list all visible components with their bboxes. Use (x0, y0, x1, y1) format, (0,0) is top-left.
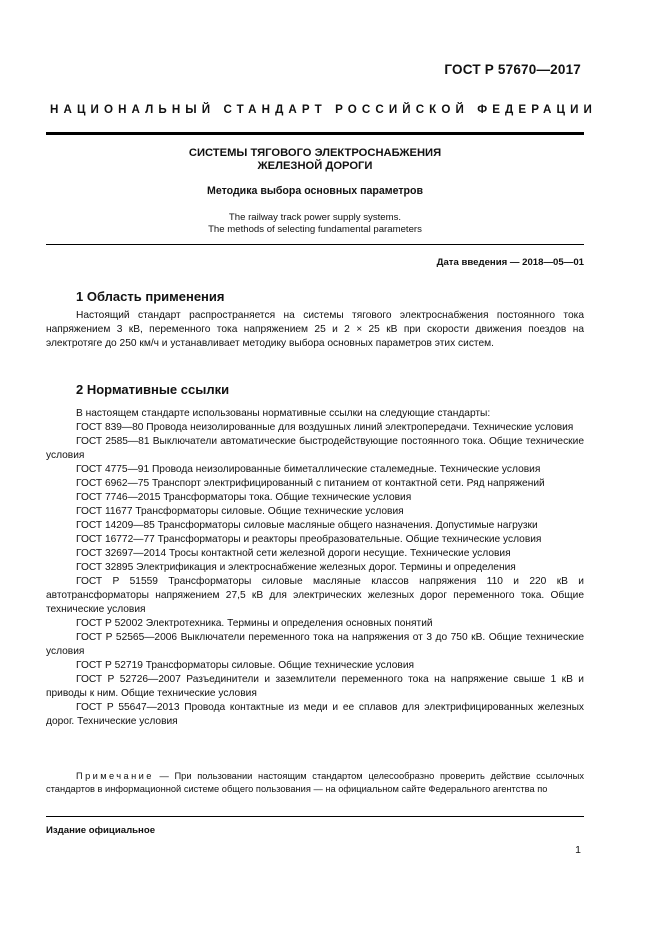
page-number: 1 (575, 844, 581, 856)
list-item: ГОСТ Р 52726—2007 Разъединители и заземлители переменного тока на напряжение свыше 1 кВ и приводы к ним. Общие технические условия (46, 674, 584, 699)
list-item: ГОСТ 4775—91 Провода неизолированные биметаллические сталемедные. Технические условия (76, 464, 541, 475)
references-intro-text: В настоящем стандарте использованы нормативные ссылки на следующие стандарты: (76, 408, 491, 419)
title-divider (46, 244, 584, 245)
section-heading-scope: 1 Область применения (76, 289, 225, 304)
note-text: — При пользовании настоящим стандартом целесообразно проверить действие ссылочных стандартов в информационной системе общего пользования — на официальном сайте Федерального агентства по (46, 771, 584, 794)
document-subtitle: Методика выбора основных параметров (207, 185, 423, 197)
official-edition-label: Издание официальное (46, 825, 156, 836)
list-item: ГОСТ 32697—2014 Тросы контактной сети железной дороги несущие. Технические условия (76, 548, 511, 559)
list-item: ГОСТ Р 52565—2006 Выключатели переменного тока на напряжения от 3 до 750 кВ. Общие технические условия (46, 632, 584, 657)
references-intro (46, 407, 584, 421)
note-paragraph (46, 770, 584, 796)
document-title (46, 147, 584, 173)
title-line-1: СИСТЕМЫ ТЯГОВОГО ЭЛЕКТРОСНАБЖЕНИЯ (188, 147, 442, 159)
header-divider (46, 132, 584, 135)
title-line-2: ЖЕЛЕЗНОЙ ДОРОГИ (257, 160, 373, 172)
list-item: ГОСТ Р 51559 Трансформаторы силовые масляные классов напряжения 110 и 220 кВ и автотрансформаторы напряжением 27,5 кВ для электрических железных дорог переменного тока. Общие технические условия (46, 576, 584, 615)
national-standard-banner: НАЦИОНАЛЬНЫЙ СТАНДАРТ РОССИЙСКОЙ ФЕДЕРАЦИИ (50, 103, 597, 116)
list-item: ГОСТ Р 55647—2013 Провода контактные из меди и ее сплавов для электрифицированных железных дорог. Технические условия (46, 702, 584, 727)
list-item: ГОСТ Р 52002 Электротехника. Термины и определения основных понятий (76, 618, 433, 629)
document-id: ГОСТ Р 57670—2017 (444, 62, 581, 77)
english-title-line-1: The railway track power supply systems. (228, 212, 402, 223)
english-title (46, 212, 584, 236)
english-title-line-2: The methods of selecting fundamental parameters (208, 224, 422, 235)
effective-date: Дата введения — 2018—05—01 (436, 257, 584, 268)
list-item: ГОСТ 2585—81 Выключатели автоматические быстродействующие постоянного тока. Общие технические условия (46, 436, 584, 461)
references-list (46, 421, 584, 729)
list-item: ГОСТ 6962—75 Транспорт электрифицированный с питанием от контактной сети. Ряд напряжений (76, 478, 545, 489)
note-label: Примечание (76, 771, 154, 781)
footer-divider (46, 816, 584, 817)
scope-text: Настоящий стандарт распространяется на системы тягового электроснабжения постоянного тока напряжением 3 кВ, переменного тока напряжением 25 и 2 × 25 кВ при скорости движения поездов на электротяге до 250 км/ч и устанавливает методику выбора основных параметров этих систем. (46, 310, 584, 349)
list-item: ГОСТ 14209—85 Трансформаторы силовые масляные общего назначения. Допустимые нагрузки (76, 520, 538, 531)
list-item: ГОСТ 16772—77 Трансформаторы и реакторы преобразовательные. Общие технические условия (76, 534, 542, 545)
list-item: ГОСТ 7746—2015 Трансформаторы тока. Общие технические условия (76, 492, 412, 503)
scope-paragraph (46, 309, 584, 351)
list-item: ГОСТ 839—80 Провода неизолированные для воздушных линий электропередачи. Технические условия (76, 422, 574, 433)
list-item: ГОСТ Р 52719 Трансформаторы силовые. Общие технические условия (76, 660, 415, 671)
list-item: ГОСТ 32895 Электрификация и электроснабжение железных дорог. Термины и определения (76, 562, 516, 573)
list-item: ГОСТ 11677 Трансформаторы силовые. Общие технические условия (76, 506, 404, 517)
section-heading-references: 2 Нормативные ссылки (76, 382, 230, 397)
